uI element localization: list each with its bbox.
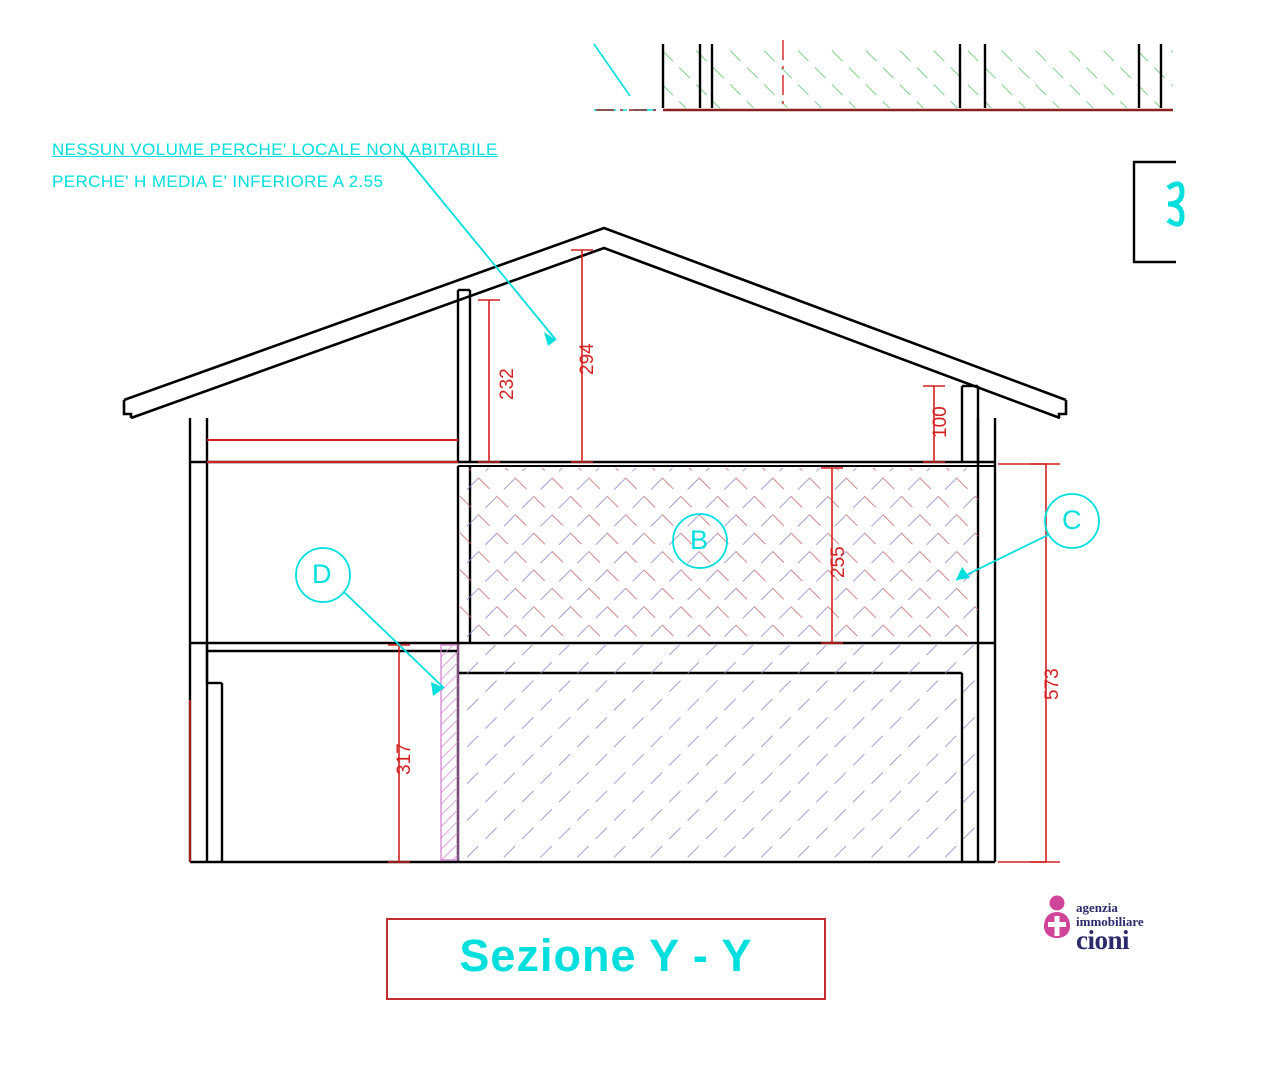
top-plan-fragment	[594, 40, 1173, 110]
logo-line-2: immobiliare	[1076, 914, 1144, 929]
logo-name: cioni	[1076, 925, 1130, 955]
logo-line-1: agenzia	[1076, 900, 1118, 915]
room-tag-b: B	[690, 525, 709, 555]
drawing-title: Sezione Y - Y	[459, 930, 753, 981]
dimension-317: 317	[394, 743, 415, 775]
room-tag-c: C	[1062, 505, 1082, 535]
note-line-2: PERCHE' H MEDIA E' INFERIORE A 2.55	[52, 172, 384, 191]
dimension-573: 573	[1042, 668, 1063, 700]
dimension-255: 255	[828, 546, 849, 578]
logo-mark-icon	[1040, 893, 1074, 939]
dimension-294: 294	[577, 343, 598, 375]
dimension-232: 232	[497, 368, 518, 400]
dimension-100: 100	[930, 406, 951, 438]
attic-red-lines	[207, 440, 458, 462]
room-tag-d: D	[312, 559, 332, 589]
right-fragment	[1134, 162, 1182, 262]
agency-logo	[1040, 893, 1200, 953]
hatch-regions	[441, 468, 978, 860]
note-line-1: NESSUN VOLUME PERCHE' LOCALE NON ABITABILE	[52, 140, 498, 159]
